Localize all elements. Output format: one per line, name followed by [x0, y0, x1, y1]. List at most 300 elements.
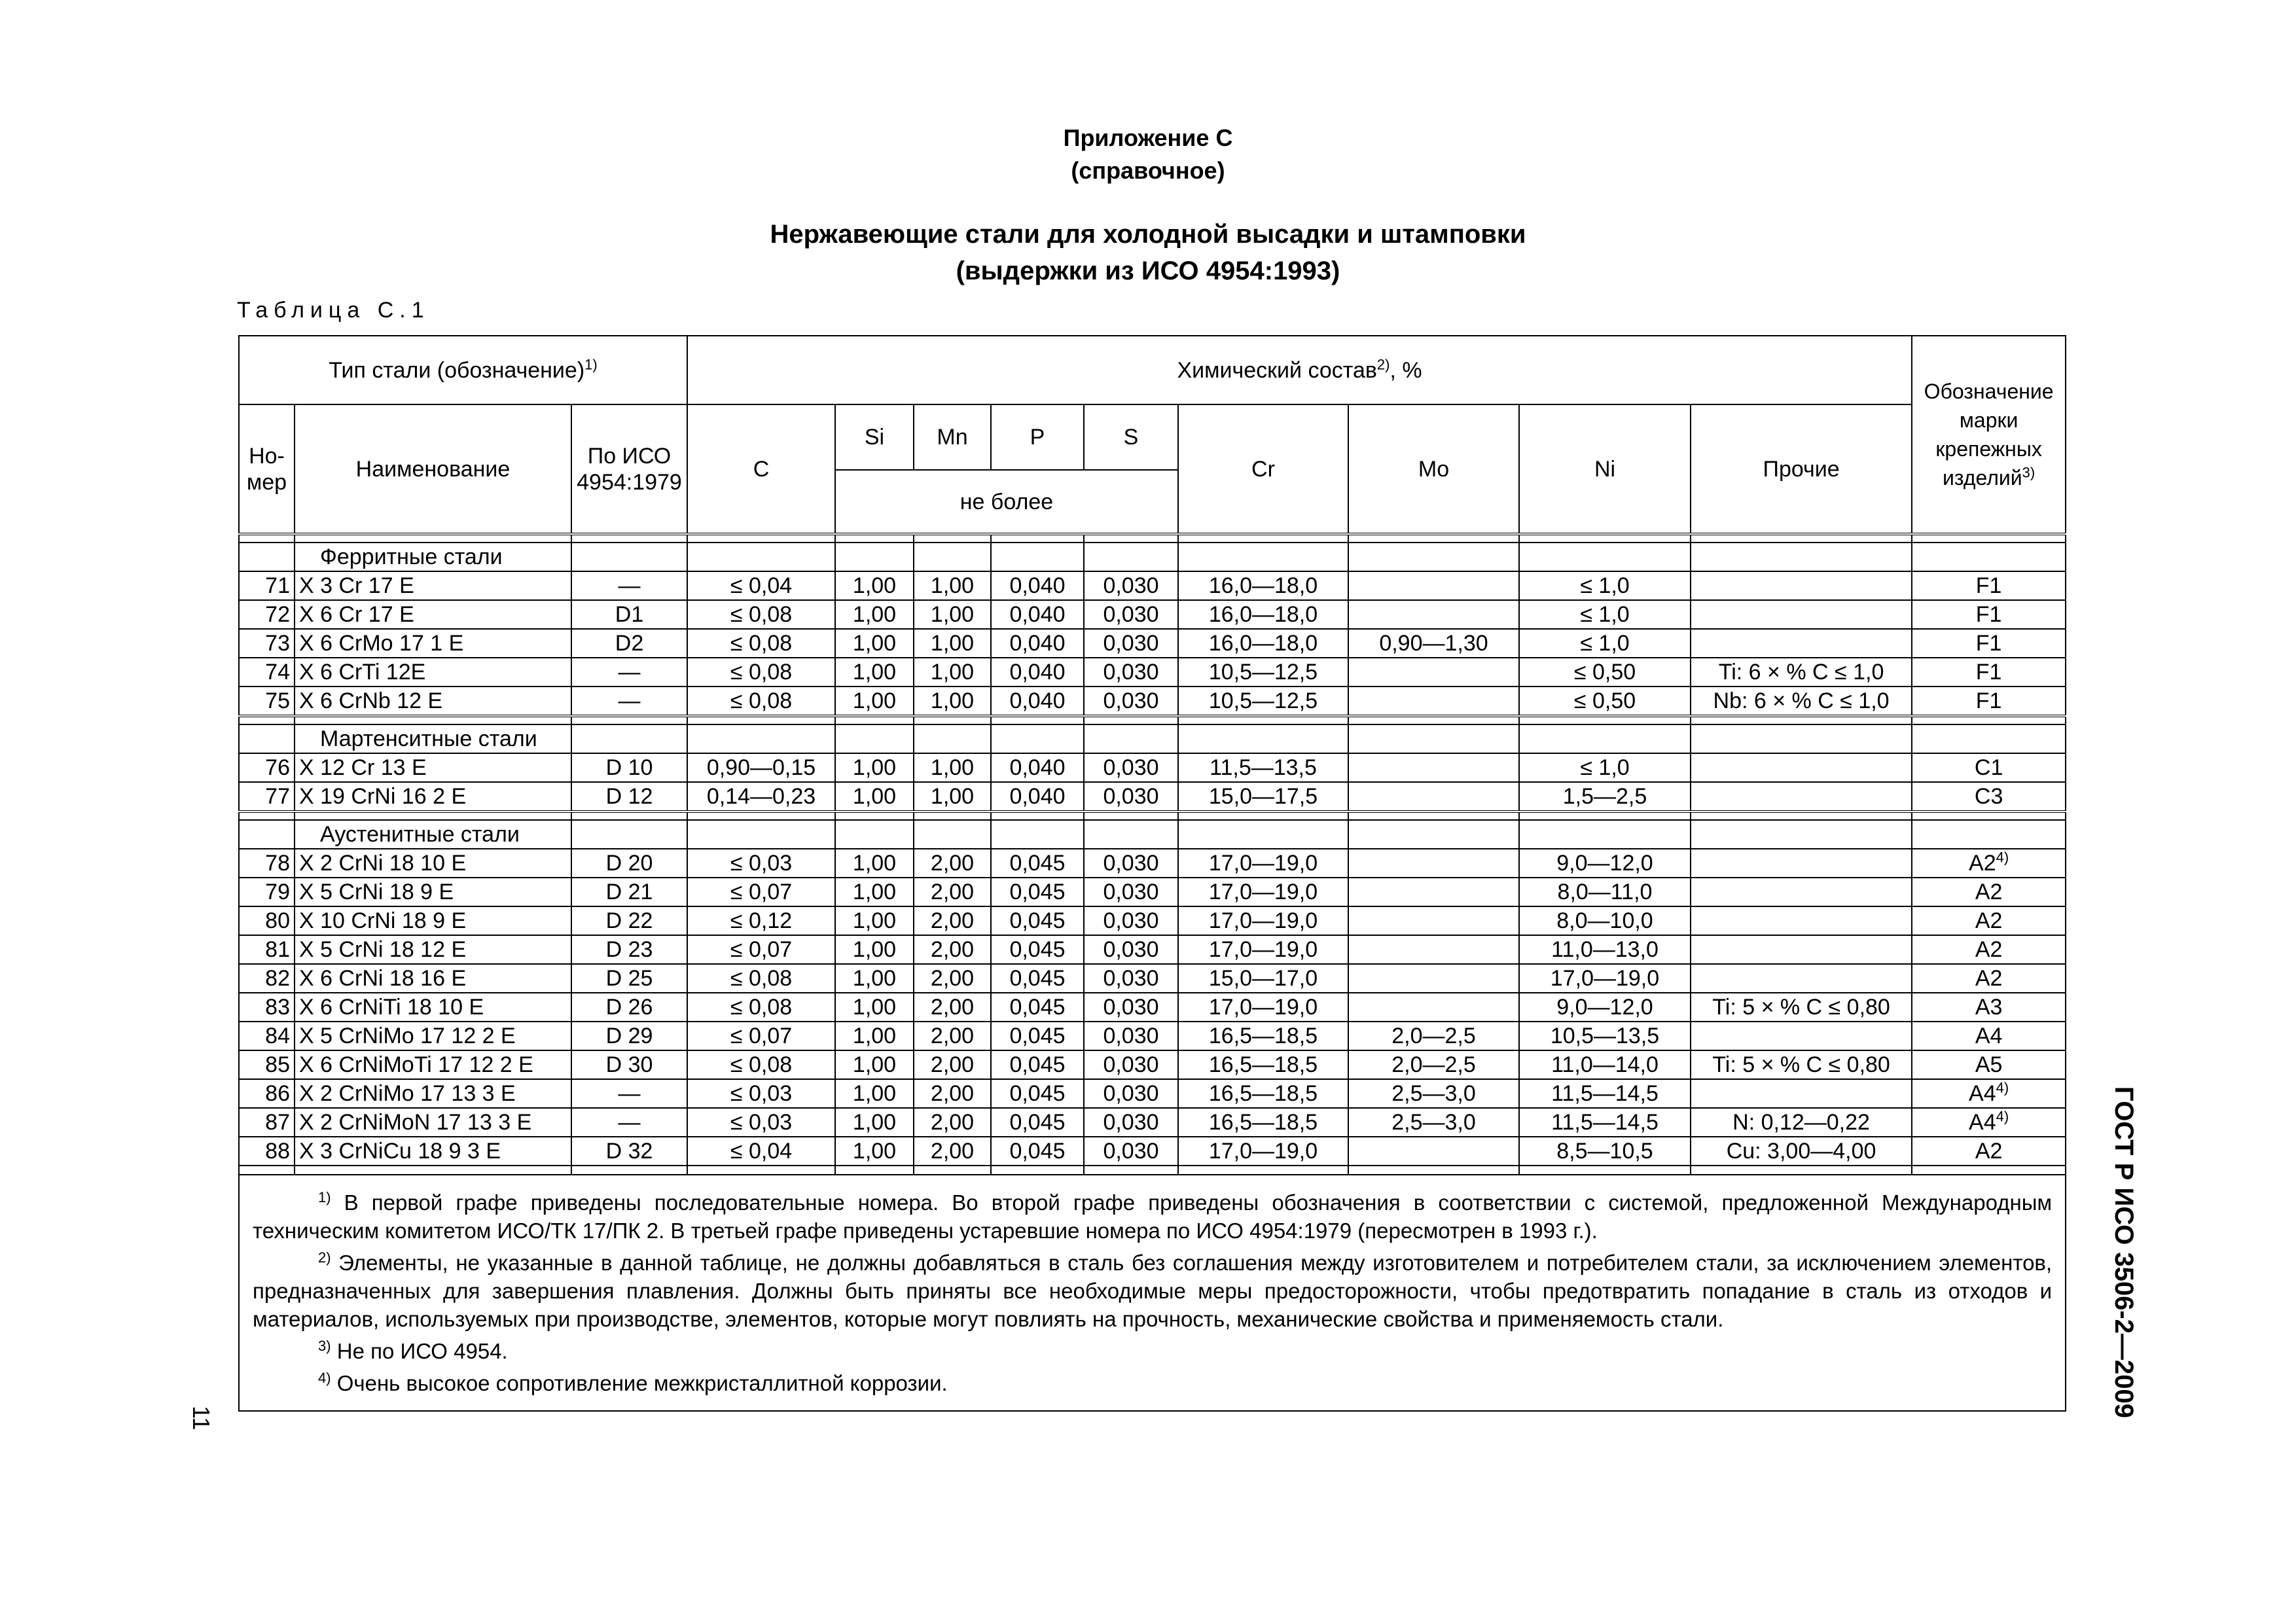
row-cr: 17,0—19,0	[1178, 993, 1348, 1022]
row-number: 84	[239, 1022, 295, 1050]
row-ni: 11,0—13,0	[1519, 935, 1691, 964]
row-name: X 2 CrNiMoN 17 13 3 E	[295, 1108, 571, 1137]
row-mo: 2,5—3,0	[1348, 1108, 1519, 1137]
row-mn: 2,00	[914, 993, 991, 1022]
row-ni: 1,5—2,5	[1519, 782, 1691, 812]
row-c: ≤ 0,04	[687, 1137, 835, 1166]
row-name: X 5 CrNi 18 9 E	[295, 878, 571, 906]
row-mark	[1912, 964, 2066, 993]
fastener-mark-header: Обозначение марки крепежных изделий$^{3)}$	[1912, 336, 2066, 534]
row-mo	[1348, 753, 1519, 782]
row-ni: 9,0—12,0	[1519, 993, 1691, 1022]
row-mark	[1912, 1137, 2066, 1166]
row-name: X 6 CrTi 12E	[295, 658, 571, 687]
row-other: Nb: 6 × % C ≤ 1,0	[1691, 687, 1912, 716]
row-p: 0,040	[991, 629, 1084, 658]
row-mark	[1912, 1022, 2066, 1050]
row-p: 0,045	[991, 1137, 1084, 1166]
table-row	[239, 993, 2066, 1022]
row-number: 74	[239, 658, 295, 687]
row-name: X 6 CrMo 17 1 E	[295, 629, 571, 658]
row-cr: 10,5—12,5	[1178, 687, 1348, 716]
row-mn: 1,00	[914, 600, 991, 629]
row-mark-value: A4	[1969, 1110, 1996, 1135]
row-mark-value: A3	[1975, 995, 2003, 1020]
footnotes-row	[239, 1175, 2066, 1411]
footnote-mark: 1)	[318, 1189, 331, 1205]
row-mark-value: F1	[1975, 631, 2002, 656]
p-header: P	[991, 404, 1084, 470]
row-iso-code: D 29	[571, 1022, 687, 1050]
row-number: 78	[239, 849, 295, 878]
row-mo	[1348, 687, 1519, 716]
group-title: Ферритные стали	[295, 543, 571, 571]
row-mn: 2,00	[914, 906, 991, 935]
row-iso-code: D 21	[571, 878, 687, 906]
row-mn: 2,00	[914, 1137, 991, 1166]
row-c: ≤ 0,08	[687, 658, 835, 687]
table-row	[239, 1108, 2066, 1137]
title-line-1: Нержавеющие стали для холодной высадки и штамповки	[770, 220, 1526, 249]
row-si: 1,00	[835, 629, 914, 658]
row-iso-code: —	[571, 1079, 687, 1108]
row-si: 1,00	[835, 964, 914, 993]
row-si: 1,00	[835, 782, 914, 812]
row-mn: 1,00	[914, 658, 991, 687]
row-cr: 16,0—18,0	[1178, 600, 1348, 629]
row-c: ≤ 0,07	[687, 878, 835, 906]
group-separator	[239, 534, 2066, 543]
row-iso-code: —	[571, 1108, 687, 1137]
row-p: 0,045	[991, 1022, 1084, 1050]
row-p: 0,045	[991, 1079, 1084, 1108]
row-mark-value: C3	[1974, 784, 2003, 809]
row-s: 0,030	[1084, 1137, 1178, 1166]
row-name: X 5 CrNi 18 12 E	[295, 935, 571, 964]
name-header: Наименование	[295, 404, 571, 534]
row-si: 1,00	[835, 571, 914, 600]
row-mark	[1912, 849, 2066, 878]
row-c: ≤ 0,07	[687, 935, 835, 964]
row-p: 0,040	[991, 658, 1084, 687]
row-si: 1,00	[835, 1137, 914, 1166]
row-mo	[1348, 849, 1519, 878]
row-mark	[1912, 629, 2066, 658]
table-row	[239, 782, 2066, 812]
row-ni: 8,0—10,0	[1519, 906, 1691, 935]
appendix-heading	[0, 122, 2296, 187]
row-cr: 16,0—18,0	[1178, 571, 1348, 600]
row-ni: 17,0—19,0	[1519, 964, 1691, 993]
row-p: 0,040	[991, 782, 1084, 812]
table-row	[239, 1050, 2066, 1079]
row-mark	[1912, 993, 2066, 1022]
row-s: 0,030	[1084, 1108, 1178, 1137]
table-row	[239, 1137, 2066, 1166]
row-number: 77	[239, 782, 295, 812]
row-c: ≤ 0,04	[687, 571, 835, 600]
group-separator	[239, 812, 2066, 820]
row-mark-value: A2	[1975, 966, 2003, 991]
not-more-header: не более	[835, 470, 1178, 534]
row-name: X 12 Cr 13 E	[295, 753, 571, 782]
row-mark-footnote: 4)	[1996, 1079, 2009, 1096]
row-mn: 2,00	[914, 849, 991, 878]
group-separator	[239, 716, 2066, 724]
row-p: 0,045	[991, 1108, 1084, 1137]
table-row	[239, 571, 2066, 600]
mo-header: Mo	[1348, 404, 1519, 534]
row-mo: 2,0—2,5	[1348, 1022, 1519, 1050]
table-row	[239, 878, 2066, 906]
row-mark-value: F1	[1975, 573, 2002, 598]
row-mn: 2,00	[914, 935, 991, 964]
row-number: 88	[239, 1137, 295, 1166]
s-header: S	[1084, 404, 1178, 470]
row-ni: 9,0—12,0	[1519, 849, 1691, 878]
row-number: 80	[239, 906, 295, 935]
row-cr: 15,0—17,0	[1178, 964, 1348, 993]
row-number: 79	[239, 878, 295, 906]
row-iso-code: —	[571, 658, 687, 687]
footnote	[253, 1337, 2052, 1365]
row-c: ≤ 0,08	[687, 600, 835, 629]
row-iso-code: D 30	[571, 1050, 687, 1079]
row-name: X 6 Cr 17 E	[295, 600, 571, 629]
row-mo	[1348, 964, 1519, 993]
row-si: 1,00	[835, 1079, 914, 1108]
footnote-text: В первой графе приведены последовательные номера. Во второй графе приведены обозначения в соответствии с системой, предложенной Международным техническим комитетом ИСО/ТК 17/ПК 2. В третьей графе приведены устаревшие номера по ИСО 4954:1979 (пересмотрен в 1993 г.).	[253, 1190, 2053, 1243]
row-mark-value: A4	[1969, 1081, 1996, 1106]
row-iso-code: D 25	[571, 964, 687, 993]
appendix-type: (справочное)	[1071, 157, 1225, 184]
row-name: X 2 CrNi 18 10 E	[295, 849, 571, 878]
row-mark-value: A2	[1969, 851, 1996, 876]
row-name: X 6 CrNb 12 E	[295, 687, 571, 716]
row-mark-value: F1	[1975, 688, 2002, 713]
row-s: 0,030	[1084, 993, 1178, 1022]
table-row	[239, 906, 2066, 935]
table-row	[239, 1022, 2066, 1050]
row-mark-value: F1	[1975, 602, 2002, 627]
row-number: 73	[239, 629, 295, 658]
row-cr: 16,0—18,0	[1178, 629, 1348, 658]
table-body	[239, 534, 2066, 1411]
row-c: ≤ 0,08	[687, 993, 835, 1022]
row-other: N: 0,12—0,22	[1691, 1108, 1912, 1137]
row-number: 86	[239, 1079, 295, 1108]
row-cr: 17,0—19,0	[1178, 1137, 1348, 1166]
row-mark-value: A2	[1975, 908, 2003, 933]
row-number: 85	[239, 1050, 295, 1079]
row-si: 1,00	[835, 849, 914, 878]
row-cr: 16,5—18,5	[1178, 1079, 1348, 1108]
row-si: 1,00	[835, 600, 914, 629]
row-cr: 15,0—17,5	[1178, 782, 1348, 812]
row-ni: ≤ 1,0	[1519, 600, 1691, 629]
row-other	[1691, 600, 1912, 629]
row-mark	[1912, 1079, 2066, 1108]
row-other: Ti: 6 × % C ≤ 1,0	[1691, 658, 1912, 687]
row-name: X 6 CrNi 18 16 E	[295, 964, 571, 993]
row-s: 0,030	[1084, 571, 1178, 600]
row-ni: ≤ 0,50	[1519, 658, 1691, 687]
row-p: 0,040	[991, 600, 1084, 629]
row-other	[1691, 878, 1912, 906]
row-other	[1691, 782, 1912, 812]
row-cr: 16,5—18,5	[1178, 1022, 1348, 1050]
row-mo: 2,5—3,0	[1348, 1079, 1519, 1108]
row-iso-code: D 23	[571, 935, 687, 964]
row-mn: 2,00	[914, 964, 991, 993]
row-ni: 8,0—11,0	[1519, 878, 1691, 906]
row-c: ≤ 0,07	[687, 1022, 835, 1050]
row-mo	[1348, 993, 1519, 1022]
row-iso-code: D 26	[571, 993, 687, 1022]
row-number: 82	[239, 964, 295, 993]
row-si: 1,00	[835, 1050, 914, 1079]
row-c: ≤ 0,08	[687, 964, 835, 993]
row-name: X 19 CrNi 16 2 E	[295, 782, 571, 812]
steel-type-header: Тип стали (обозначение)$^{1)}$	[239, 336, 687, 404]
steel-table	[238, 335, 2066, 1412]
row-s: 0,030	[1084, 658, 1178, 687]
row-c: ≤ 0,08	[687, 687, 835, 716]
footnote	[253, 1188, 2052, 1245]
row-iso-code: D 12	[571, 782, 687, 812]
row-ni: 11,5—14,5	[1519, 1079, 1691, 1108]
row-s: 0,030	[1084, 849, 1178, 878]
row-other	[1691, 906, 1912, 935]
row-mn: 2,00	[914, 1022, 991, 1050]
row-s: 0,030	[1084, 1079, 1178, 1108]
number-header: Но- мер	[239, 404, 295, 534]
row-si: 1,00	[835, 878, 914, 906]
row-iso-code: —	[571, 687, 687, 716]
row-s: 0,030	[1084, 1022, 1178, 1050]
row-mark-value: C1	[1974, 755, 2003, 780]
row-si: 1,00	[835, 1022, 914, 1050]
row-iso-code: D 20	[571, 849, 687, 878]
row-ni: 11,0—14,0	[1519, 1050, 1691, 1079]
row-name: X 3 CrNiCu 18 9 3 E	[295, 1137, 571, 1166]
row-cr: 17,0—19,0	[1178, 906, 1348, 935]
row-ni: 10,5—13,5	[1519, 1022, 1691, 1050]
row-ni: ≤ 1,0	[1519, 629, 1691, 658]
row-si: 1,00	[835, 1108, 914, 1137]
si-header: Si	[835, 404, 914, 470]
cr-header: Cr	[1178, 404, 1348, 534]
row-mark	[1912, 935, 2066, 964]
row-mark	[1912, 782, 2066, 812]
row-mn: 2,00	[914, 1050, 991, 1079]
row-mo	[1348, 571, 1519, 600]
appendix-label: Приложение С	[1063, 124, 1233, 151]
row-mo	[1348, 782, 1519, 812]
footnote-text: Не по ИСО 4954.	[331, 1339, 508, 1363]
row-other: Ti: 5 × % C ≤ 0,80	[1691, 993, 1912, 1022]
row-mn: 1,00	[914, 629, 991, 658]
row-name: X 2 CrNiMo 17 13 3 E	[295, 1079, 571, 1108]
row-ni: ≤ 1,0	[1519, 571, 1691, 600]
row-p: 0,040	[991, 571, 1084, 600]
row-name: X 3 Cr 17 E	[295, 571, 571, 600]
row-mn: 1,00	[914, 687, 991, 716]
row-p: 0,040	[991, 753, 1084, 782]
chem-composition-header: Химический состав$^{2)}$, %	[687, 336, 1912, 404]
side-standard-title: ГОСТ Р ИСО 3506-2—2009	[2109, 1086, 2138, 1418]
group-title-row	[239, 543, 2066, 571]
row-mark-value: A4	[1975, 1024, 2003, 1048]
row-other	[1691, 935, 1912, 964]
row-number: 72	[239, 600, 295, 629]
title-line-2: (выдержки из ИСО 4954:1993)	[956, 257, 1340, 285]
row-mark	[1912, 1050, 2066, 1079]
row-s: 0,030	[1084, 687, 1178, 716]
row-mark	[1912, 658, 2066, 687]
row-mark-footnote: 4)	[1996, 1108, 2009, 1125]
row-cr: 17,0—19,0	[1178, 849, 1348, 878]
group-title-row	[239, 820, 2066, 849]
row-si: 1,00	[835, 658, 914, 687]
footnote-mark: 2)	[318, 1249, 331, 1266]
c-header: C	[687, 404, 835, 534]
row-name: X 5 CrNiMo 17 12 2 E	[295, 1022, 571, 1050]
row-mark-value: A2	[1975, 937, 2003, 962]
row-mark-value: A2	[1975, 880, 2003, 904]
footnote-mark: 3)	[318, 1338, 331, 1354]
ni-header: Ni	[1519, 404, 1691, 534]
row-s: 0,030	[1084, 878, 1178, 906]
row-c: ≤ 0,08	[687, 629, 835, 658]
row-ni: 8,5—10,5	[1519, 1137, 1691, 1166]
row-iso-code: D 22	[571, 906, 687, 935]
iso-1979-header: По ИСО 4954:1979	[571, 404, 687, 534]
group-title: Аустенитные стали	[295, 820, 571, 849]
row-si: 1,00	[835, 906, 914, 935]
row-mark	[1912, 753, 2066, 782]
row-s: 0,030	[1084, 753, 1178, 782]
row-mark	[1912, 571, 2066, 600]
row-name: X 6 CrNiTi 18 10 E	[295, 993, 571, 1022]
table-caption: Таблица С.1	[237, 298, 430, 323]
row-p: 0,040	[991, 687, 1084, 716]
row-mark-footnote: 4)	[1996, 849, 2009, 866]
row-mo	[1348, 1137, 1519, 1166]
row-other	[1691, 964, 1912, 993]
row-p: 0,045	[991, 1050, 1084, 1079]
row-mark	[1912, 1108, 2066, 1137]
row-iso-code: D2	[571, 629, 687, 658]
row-mark	[1912, 600, 2066, 629]
row-si: 1,00	[835, 935, 914, 964]
other-header: Прочие	[1691, 404, 1912, 534]
row-cr: 17,0—19,0	[1178, 935, 1348, 964]
row-si: 1,00	[835, 687, 914, 716]
row-iso-code: D 32	[571, 1137, 687, 1166]
row-cr: 10,5—12,5	[1178, 658, 1348, 687]
row-s: 0,030	[1084, 1050, 1178, 1079]
row-iso-code: D1	[571, 600, 687, 629]
row-cr: 17,0—19,0	[1178, 878, 1348, 906]
row-other	[1691, 571, 1912, 600]
row-c: ≤ 0,03	[687, 849, 835, 878]
row-si: 1,00	[835, 753, 914, 782]
row-ni: ≤ 0,50	[1519, 687, 1691, 716]
row-p: 0,045	[991, 964, 1084, 993]
row-p: 0,045	[991, 849, 1084, 878]
row-c: ≤ 0,03	[687, 1079, 835, 1108]
table-row	[239, 1079, 2066, 1108]
row-mo: 2,0—2,5	[1348, 1050, 1519, 1079]
row-number: 87	[239, 1108, 295, 1137]
table-row	[239, 600, 2066, 629]
footnote	[253, 1369, 2052, 1397]
row-cr: 11,5—13,5	[1178, 753, 1348, 782]
row-name: X 10 CrNi 18 9 E	[295, 906, 571, 935]
row-number: 83	[239, 993, 295, 1022]
row-number: 81	[239, 935, 295, 964]
row-name: X 6 CrNiMoTi 17 12 2 E	[295, 1050, 571, 1079]
row-c: ≤ 0,08	[687, 1050, 835, 1079]
row-iso-code: D 10	[571, 753, 687, 782]
row-number: 75	[239, 687, 295, 716]
row-mark	[1912, 878, 2066, 906]
group-title-row	[239, 724, 2066, 753]
row-iso-code: —	[571, 571, 687, 600]
row-p: 0,045	[991, 906, 1084, 935]
footnote	[253, 1249, 2052, 1333]
footnotes	[239, 1175, 2066, 1411]
row-ni: 11,5—14,5	[1519, 1108, 1691, 1137]
table-row	[239, 687, 2066, 716]
table-row	[239, 849, 2066, 878]
row-mark-value: A2	[1975, 1139, 2003, 1164]
row-p: 0,045	[991, 935, 1084, 964]
row-number: 76	[239, 753, 295, 782]
row-cr: 16,5—18,5	[1178, 1050, 1348, 1079]
table-row	[239, 658, 2066, 687]
row-ni: ≤ 1,0	[1519, 753, 1691, 782]
row-other	[1691, 1022, 1912, 1050]
row-other	[1691, 849, 1912, 878]
page-number: 11	[188, 1406, 215, 1431]
row-number: 71	[239, 571, 295, 600]
row-c: 0,14—0,23	[687, 782, 835, 812]
document-title	[0, 216, 2296, 289]
row-mo	[1348, 935, 1519, 964]
row-mo	[1348, 878, 1519, 906]
row-p: 0,045	[991, 993, 1084, 1022]
footnote-text: Элементы, не указанные в данной таблице, не должны добавляться в сталь без соглашения между изготовителем и потребителем стали, за исключением элементов, предназначенных для завершения плавления. Должны быть приняты все необходимые меры предосторожности, чтобы предотвратить попадание в сталь из отходов и материалов, используемых при производстве, элементов, которые могут повлиять на прочность, механические свойства и применяемость стали.	[253, 1251, 2053, 1331]
row-other: Cu: 3,00—4,00	[1691, 1137, 1912, 1166]
table-row	[239, 629, 2066, 658]
row-other	[1691, 629, 1912, 658]
row-s: 0,030	[1084, 600, 1178, 629]
table-row	[239, 964, 2066, 993]
row-si: 1,00	[835, 993, 914, 1022]
row-s: 0,030	[1084, 935, 1178, 964]
row-other	[1691, 753, 1912, 782]
row-mark	[1912, 906, 2066, 935]
row-mark	[1912, 687, 2066, 716]
row-mo	[1348, 658, 1519, 687]
row-mn: 1,00	[914, 571, 991, 600]
row-s: 0,030	[1084, 964, 1178, 993]
row-s: 0,030	[1084, 629, 1178, 658]
row-mark-value: A5	[1975, 1052, 2003, 1077]
row-s: 0,030	[1084, 906, 1178, 935]
